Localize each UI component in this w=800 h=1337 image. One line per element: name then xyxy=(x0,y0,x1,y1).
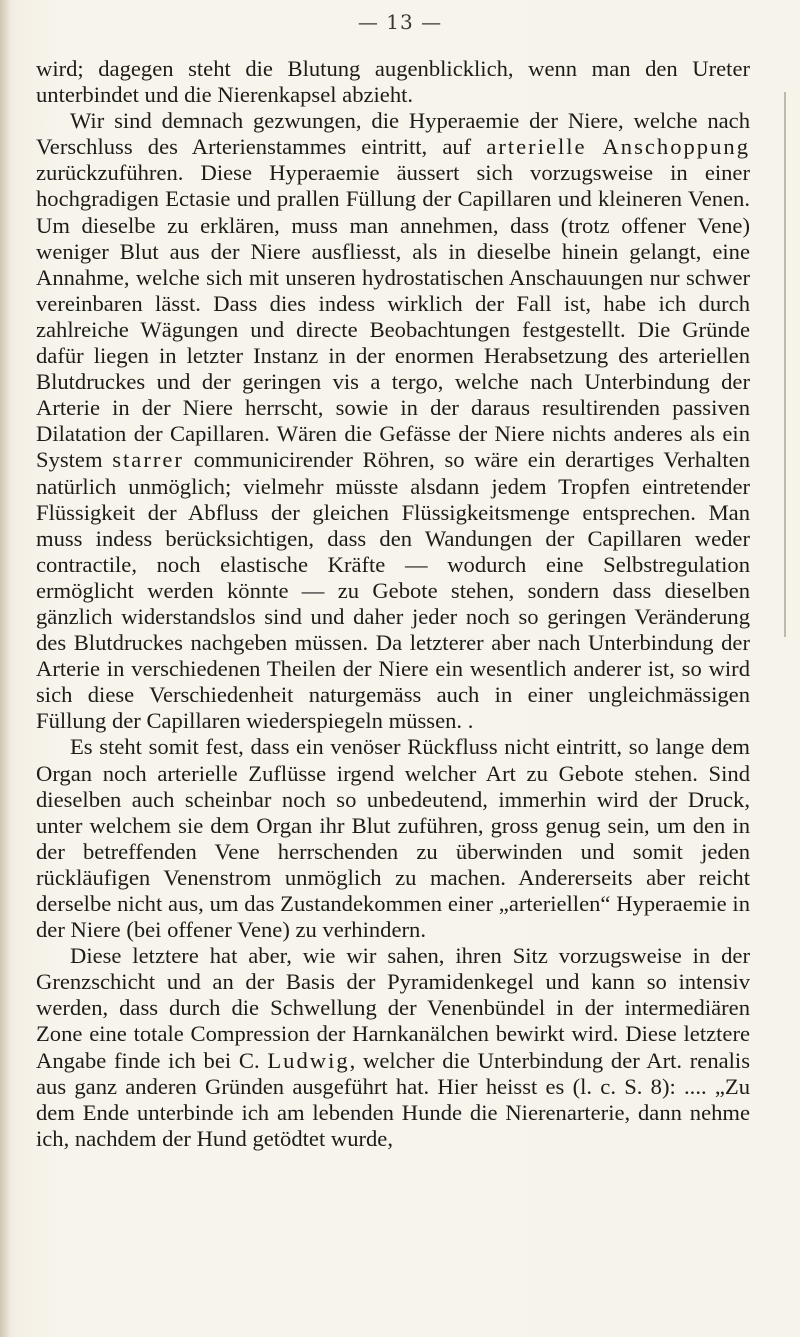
spaced-emphasis: Ludwig xyxy=(267,1047,350,1073)
text-run: Wir sind demnach gezwungen, die Hyperaemie der Niere, welche nach Verschluss des Arterienstammes eintritt, auf xyxy=(36,108,750,160)
spaced-emphasis: arterielle Anschoppung xyxy=(486,134,750,160)
paragraph xyxy=(36,734,750,943)
paragraph xyxy=(36,108,750,734)
paragraph xyxy=(36,56,750,108)
text-run: wird; dagegen steht die Blutung augenblicklich, wenn man den Ureter unterbindet und die Nierenkapsel abzieht. xyxy=(36,56,750,108)
text-run: , welcher die Unterbindung der Art. renalis aus ganz anderen Gründen ausgeführt hat. Hier heisst es (l. c. S. 8): .... „Zu dem Ende unterbinde ich am lebenden Hunde die Nierenarterie, dann nehme ich, nachdem der Hund getödtet wurde, xyxy=(36,1047,750,1151)
page-gutter-shadow xyxy=(0,0,10,1337)
text-run: Es steht somit fest, dass ein venöser Rückfluss nicht eintritt, so lange dem Organ noch arterielle Zuflüsse irgend welcher Art zu Gebote stehen. Sind dieselben auch scheinbar noch so unbedeutend, immerhin wird der Druck, unter welchem sie dem Organ ihr Blut zuführen, gross genug sein, um den in der betreffenden Vene herrschenden zu überwinden und somit jeden rückläufigen Venenstrom unmöglich zu machen. Andererseits aber reicht derselbe nicht aus, um das Zustandekommen einer „arteriellen“ Hyperaemie in der Niere (bei offener Vene) zu verhindern. xyxy=(36,734,750,943)
spaced-emphasis: starrer xyxy=(112,447,184,473)
text-run: Diese letztere hat aber, wie wir sahen, ihren Sitz vorzugsweise in der Grenzschicht und an der Basis der Pyramidenkegel und kann so intensiv werden, dass durch die Schwellung der Venenbündel in der intermediären Zone eine totale Compression der Harnkanälchen bewirkt wird. Diese letztere Angabe finde ich bei C. xyxy=(36,943,750,1073)
margin-pencil-line xyxy=(784,92,786,637)
page-body-text xyxy=(36,56,750,1152)
paragraph xyxy=(36,943,750,1152)
text-run: communicirender Röhren, so wäre ein derartiges Verhalten natürlich unmöglich; vielmehr müsste alsdann jedem Tropfen eintretender Flüssigkeit der Abfluss der gleichen Flüssigkeitsmenge entsprechen. Man muss indess berücksichtigen, dass den Wandungen der Capillaren weder contractile, noch elastische Kräfte — wodurch eine Selbstregulation ermöglicht werden könnte — zu Gebote stehen, sondern dass dieselben gänzlich widerstandslos sind und daher jeder noch so geringen Veränderung des Blutdruckes nachgeben müssen. Da letzterer aber nach Unterbindung der Arterie in verschiedenen Theilen der Niere ein wesentlich anderer ist, so wird sich diese Verschiedenheit naturgemäss auch in einer ungleichmässigen Füllung der Capillaren wiederspiegeln müssen. . xyxy=(36,447,750,734)
page-number: — 13 — xyxy=(357,10,443,34)
text-run: zurückzuführen. Diese Hyperaemie äussert sich vorzugsweise in einer hochgradigen Ectasie und prallen Füllung der Capillaren und kleineren Venen. Um dieselbe zu erklären, muss man annehmen, dass (trotz offener Vene) weniger Blut aus der Niere ausfliesst, als in dieselbe hinein gelangt, eine Annahme, welche sich mit unseren hydrostatischen Anschauungen nur schwer vereinbaren lässt. Dass dies indess wirklich der Fall ist, habe ich durch zahlreiche Wägungen und directe Beobachtungen festgestellt. Die Gründe dafür liegen in letzter Instanz in der enormen Herabsetzung des arteriellen Blutdruckes und der geringen vis a tergo, welche nach Unterbindung der Arterie in der Niere herrscht, sowie in der daraus resultirenden passiven Dilatation der Capillaren. Wären die Gefässe der Niere nichts anderes als ein System xyxy=(36,160,750,473)
